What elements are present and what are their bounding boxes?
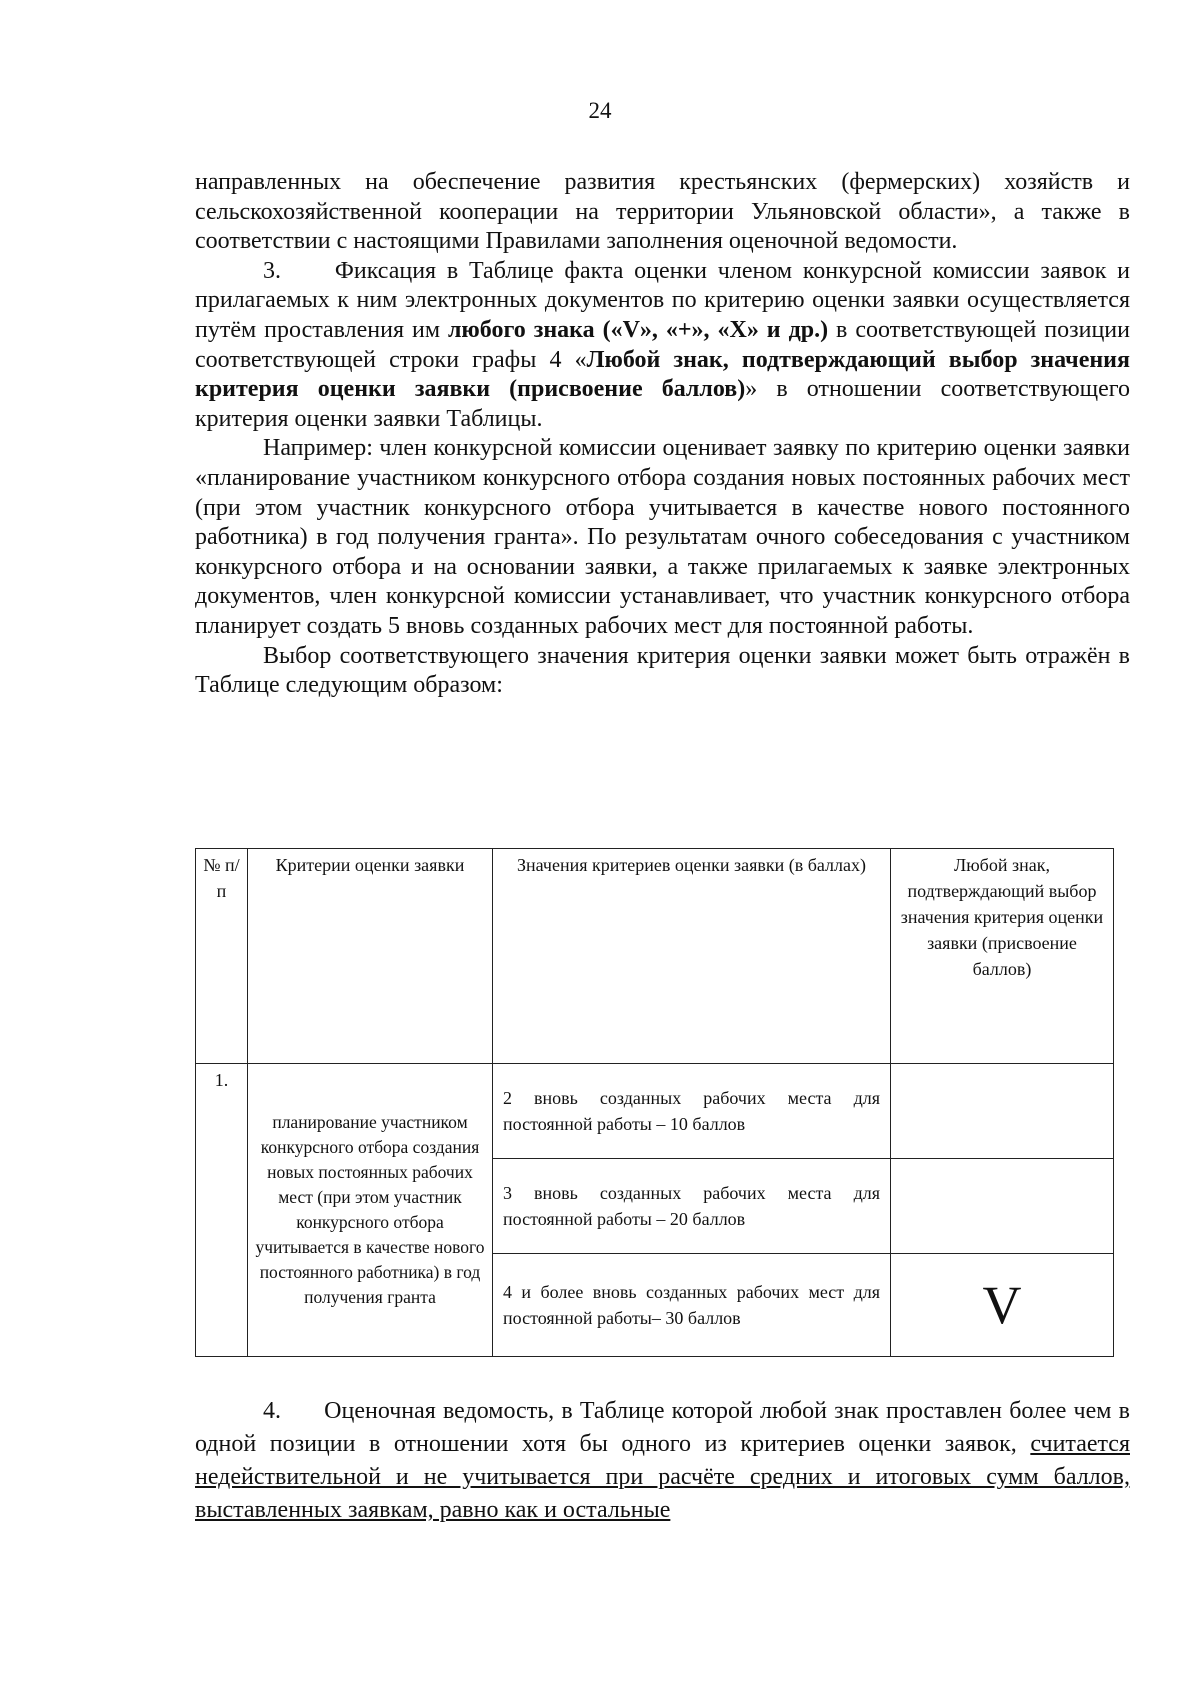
paragraph-3-text-3: » в отношении соответствующего критерия оценки заявки Таблицы. [195,376,1131,432]
table-header-row [196,849,1114,1064]
row-number: 1. [196,1064,248,1357]
option-value: 2 вновь созданных рабочих места для постоянной работы – 10 баллов [493,1064,891,1159]
option-value: 4 и более вновь созданных рабочих мест для постоянной работы– 30 баллов [493,1254,891,1357]
header-sign: Любой знак, подтверждающий выбор значения критерия оценки заявки (присвоение баллов) [891,849,1114,1064]
option-sign-mark: V [891,1254,1114,1357]
table-intro-paragraph: Выбор соответствующего значения критерия оценки заявки может быть отражён в Таблице следующим образом: [195,642,1130,699]
paragraph-3-number: 3. [263,257,281,284]
row-criterion: планирование участником конкурсного отбора создания новых постоянных рабочих мест (при этом участник конкурсного отбора учитывается в качестве нового постоянного работника) в год получения гранта [248,1064,493,1357]
option-sign-cell [891,1064,1114,1159]
body-text [195,168,1130,701]
paragraph-4 [195,1395,1130,1527]
header-number: № п/п [196,849,248,1064]
paragraph-3-text-1: Фиксация в Таблице факта оценки членом конкурсной комиссии заявок и прилагаемых к ним электронных документов по критерию оценки заявки осуществляется путём проставления им [195,257,1130,343]
paragraph-3-bold-2: Любой знак, подтверждающий выбор значения критерия оценки заявки (присвоение баллов) [195,346,1130,403]
paragraph-3-text-2: в соответствующей позиции соответствующей строки графы 4 « [195,316,1130,373]
continuation-paragraph: направленных на обеспечение развития крестьянских (фермерских) хозяйств и сельскохозяйственной кооперации на территории Ульяновской области», а также в соответствии с настоящими Правилами заполнения оценочной ведомости. [195,169,1130,255]
example-paragraph: Например: член конкурсной комиссии оценивает заявку по критерию оценки заявки «планирование участником конкурсного отбора создания новых постоянных рабочих мест (при этом участник конкурсного отбора учитывается в качестве нового постоянного работника) в год получения гранта». По результатам очного собеседования с участником конкурсного отбора и на основании заявки, а также прилагаемых к заявке электронных документов, член конкурсной комиссии устанавливает, что участник конкурсного отбора планирует создать 5 вновь созданных рабочих мест для постоянной работы. [195,435,1130,639]
header-criteria: Критерии оценки заявки [248,849,493,1064]
paragraph-3 [195,257,1130,435]
paragraph-4-number: 4. [263,1398,281,1424]
option-value: 3 вновь созданных рабочих места для постоянной работы – 20 баллов [493,1159,891,1254]
page-number: 24 [588,98,612,123]
header-values: Значения критериев оценки заявки (в баллах) [493,849,891,1064]
option-sign-cell [891,1159,1114,1254]
criteria-table [195,848,1114,1357]
paragraph-3-bold-1: любого знака («V», «+», «X» и др.) [447,316,829,343]
table-row [196,1064,1114,1159]
paragraph-4-underlined: считается недействительной и не учитывается при расчёте средних и итоговых сумм баллов, выставленных заявкам, равно как и остальные [195,1431,1130,1523]
paragraph-4-text: Оценочная ведомость, в Таблице которой любой знак проставлен более чем в одной позиции в отношении хотя бы одного из критериев оценки заявок, [195,1398,1130,1457]
